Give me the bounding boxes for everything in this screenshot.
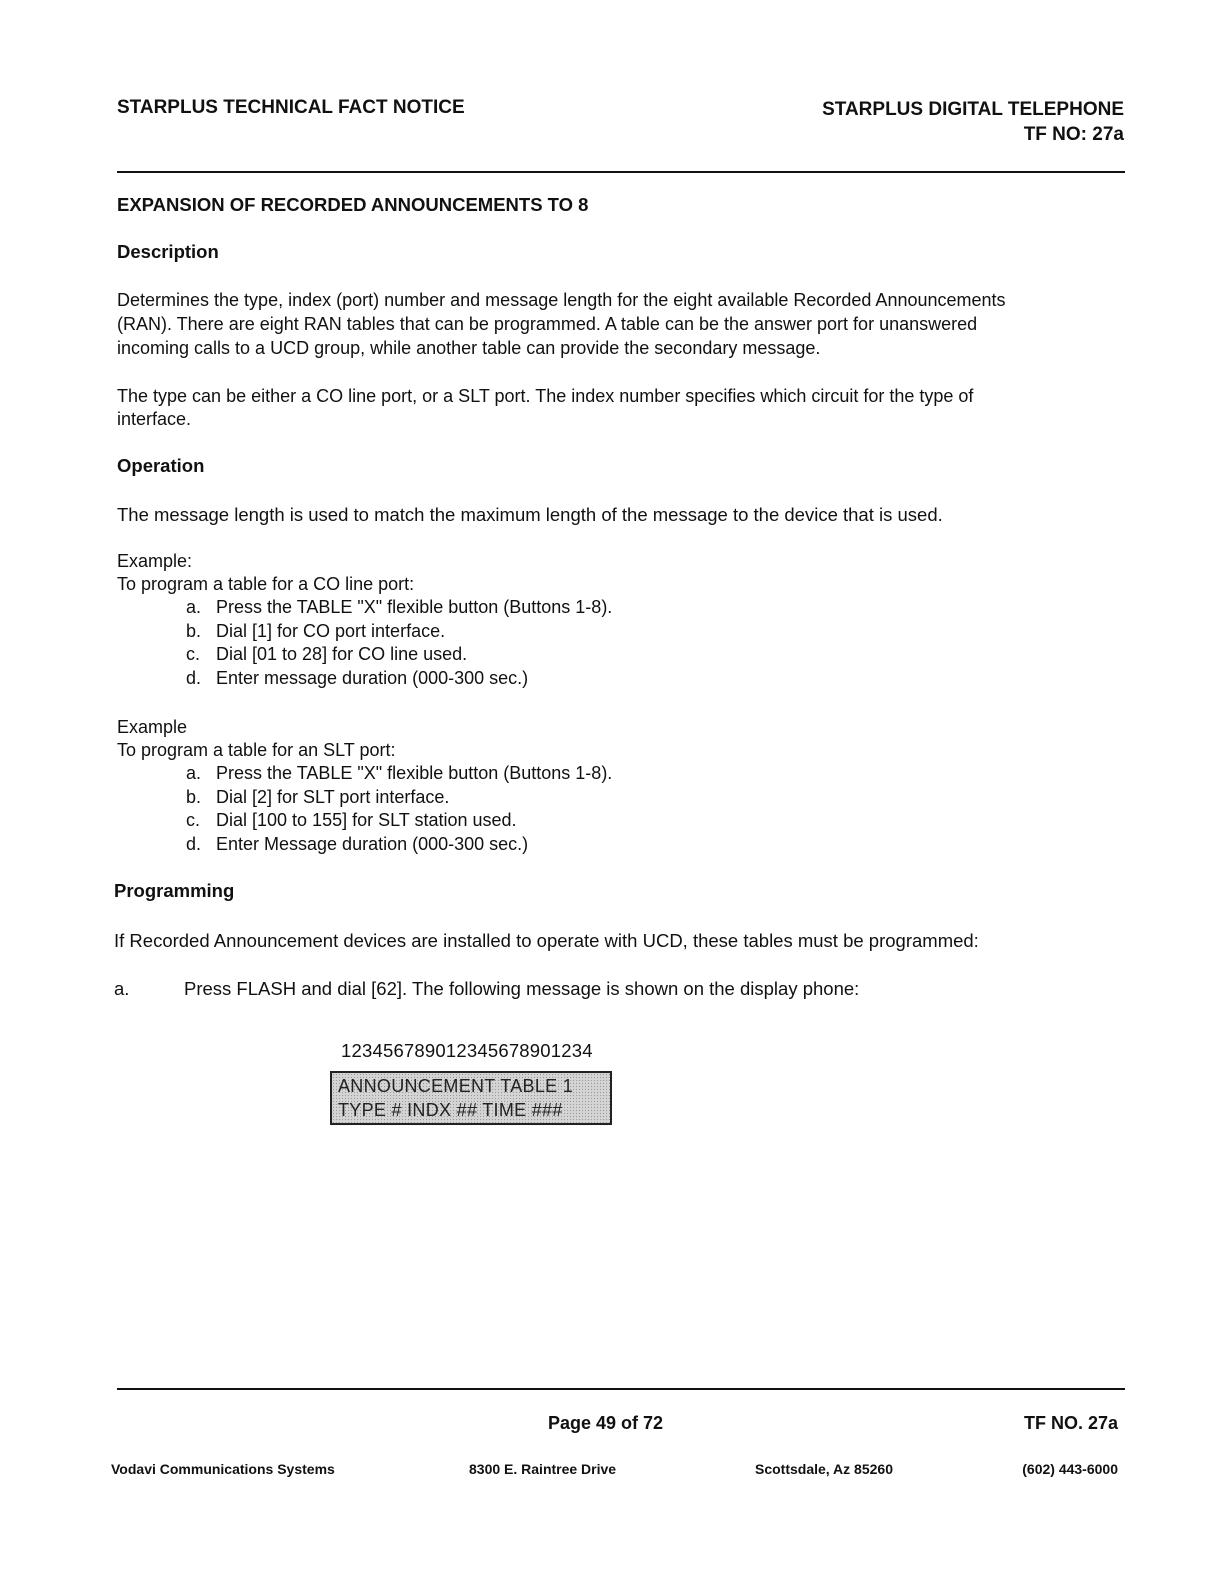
- list-item: d. Enter message duration (000-300 sec.): [186, 667, 529, 688]
- operation-text: The message length is used to match the maximum length of the message to the device that is used.: [117, 504, 943, 525]
- description-line-5: interface.: [117, 409, 192, 429]
- document-title: EXPANSION OF RECORDED ANNOUNCEMENTS TO 8: [117, 194, 589, 215]
- footer-tf-number: TF NO. 27a: [1023, 1413, 1118, 1433]
- programming-text: If Recorded Announcement devices are installed to operate with UCD, these tables must be programmed:: [114, 930, 979, 951]
- list-item: a. Press the TABLE "X" flexible button (Buttons 1-8).: [186, 763, 613, 783]
- header-left-title: STARPLUS TECHNICAL FACT NOTICE: [117, 97, 465, 118]
- example1-steps: [186, 596, 612, 690]
- footer-phone: (602) 443-6000: [1022, 1461, 1118, 1477]
- list-item: c. Dial [01 to 28] for CO line used.: [186, 644, 468, 664]
- list-item: c. Dial [100 to 155] for SLT station used.: [186, 810, 517, 830]
- footer-address: 8300 E. Raintree Drive: [469, 1461, 617, 1477]
- list-item: d. Enter Message duration (000-300 sec.): [186, 833, 529, 854]
- footer-divider: [117, 1388, 1125, 1390]
- description-line-3: incoming calls to a UCD group, while another table can provide the secondary message.: [117, 338, 821, 358]
- description-line-2: (RAN). There are eight RAN tables that can be programmed. A table can be the answer port for unanswered: [117, 314, 978, 334]
- example1-intro: To program a table for a CO line port:: [117, 574, 415, 594]
- programming-heading: Programming: [114, 880, 235, 901]
- description-heading: Description: [117, 241, 219, 262]
- example1-label: Example:: [117, 551, 193, 571]
- list-item: b. Dial [1] for CO port interface.: [186, 620, 446, 641]
- list-item: a. Press the TABLE "X" flexible button (Buttons 1-8).: [186, 597, 613, 617]
- operation-heading: Operation: [117, 455, 205, 476]
- description-line-4: The type can be either a CO line port, or a SLT port. The index number specifies which circuit for the type of: [117, 386, 974, 406]
- footer-company: Vodavi Communications Systems: [111, 1461, 335, 1477]
- header-divider: [117, 171, 1125, 173]
- lcd-line-1: ANNOUNCEMENT TABLE 1: [338, 1076, 574, 1096]
- lcd-line-2: TYPE # INDX ## TIME ###: [338, 1100, 563, 1120]
- list-item: b. Dial [2] for SLT port interface.: [186, 786, 450, 807]
- example2-intro: To program a table for an SLT port:: [117, 740, 396, 760]
- display-ruler: 123456789012345678901234: [341, 1040, 593, 1061]
- footer-city: Scottsdale, Az 85260: [755, 1461, 893, 1477]
- example2-steps: [186, 762, 612, 856]
- header-right-title: STARPLUS DIGITAL TELEPHONE: [822, 99, 1124, 120]
- header-tf-number: TF NO: 27a: [1023, 124, 1124, 145]
- lcd-display: [330, 1071, 612, 1125]
- programming-step-marker: a.: [114, 978, 130, 999]
- programming-step-text: Press FLASH and dial [62]. The following message is shown on the display phone:: [184, 978, 860, 999]
- page-number: Page 49 of 72: [548, 1413, 664, 1433]
- example2-label: Example: [117, 717, 188, 737]
- description-line-1: Determines the type, index (port) number and message length for the eight available Recorded Announcements: [117, 290, 1006, 310]
